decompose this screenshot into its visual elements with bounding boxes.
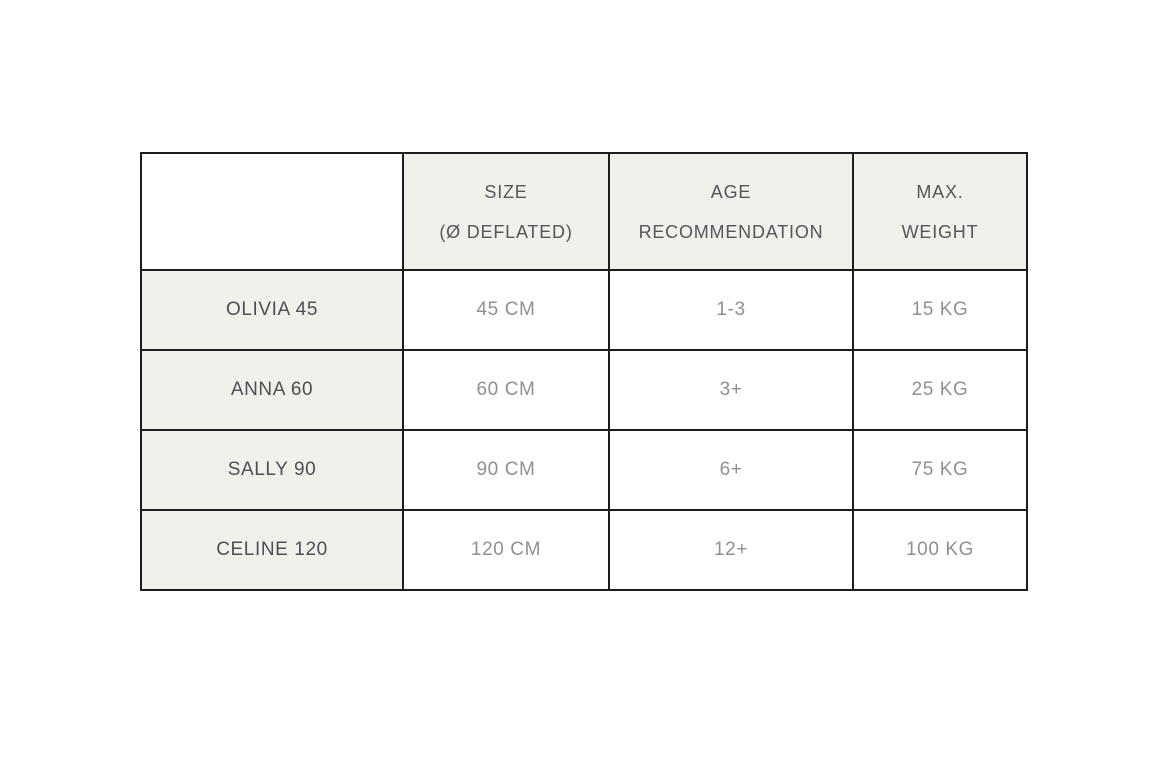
table-row [141,350,1027,430]
column-header-max-weight-line2: WEIGHT [901,221,979,242]
max-weight-value: 15 KG [853,270,1027,350]
row-name-olivia-45: OLIVIA 45 [141,270,403,350]
row-name-sally-90: SALLY 90 [141,430,403,510]
table-row [141,510,1027,590]
column-header-age-line1: AGE [710,181,752,202]
column-header-size-line2: (Ø DEFLATED) [439,221,573,242]
corner-cell [141,153,403,270]
column-header-age-line2: RECOMMENDATION [638,221,824,242]
age-value: 3+ [609,350,853,430]
table-row [141,270,1027,350]
size-value: 120 CM [403,510,609,590]
size-chart-table [140,152,1028,591]
column-header-age [609,153,853,270]
column-header-max-weight-line1: MAX. [916,181,964,202]
age-value: 1-3 [609,270,853,350]
max-weight-value: 25 KG [853,350,1027,430]
age-value: 12+ [609,510,853,590]
size-value: 60 CM [403,350,609,430]
table-row [141,430,1027,510]
column-header-size [403,153,609,270]
column-header-size-line1: SIZE [484,181,528,202]
age-value: 6+ [609,430,853,510]
max-weight-value: 75 KG [853,430,1027,510]
max-weight-value: 100 KG [853,510,1027,590]
size-value: 45 CM [403,270,609,350]
header-row [141,153,1027,270]
column-header-max-weight [853,153,1027,270]
row-name-anna-60: ANNA 60 [141,350,403,430]
row-name-celine-120: CELINE 120 [141,510,403,590]
size-value: 90 CM [403,430,609,510]
